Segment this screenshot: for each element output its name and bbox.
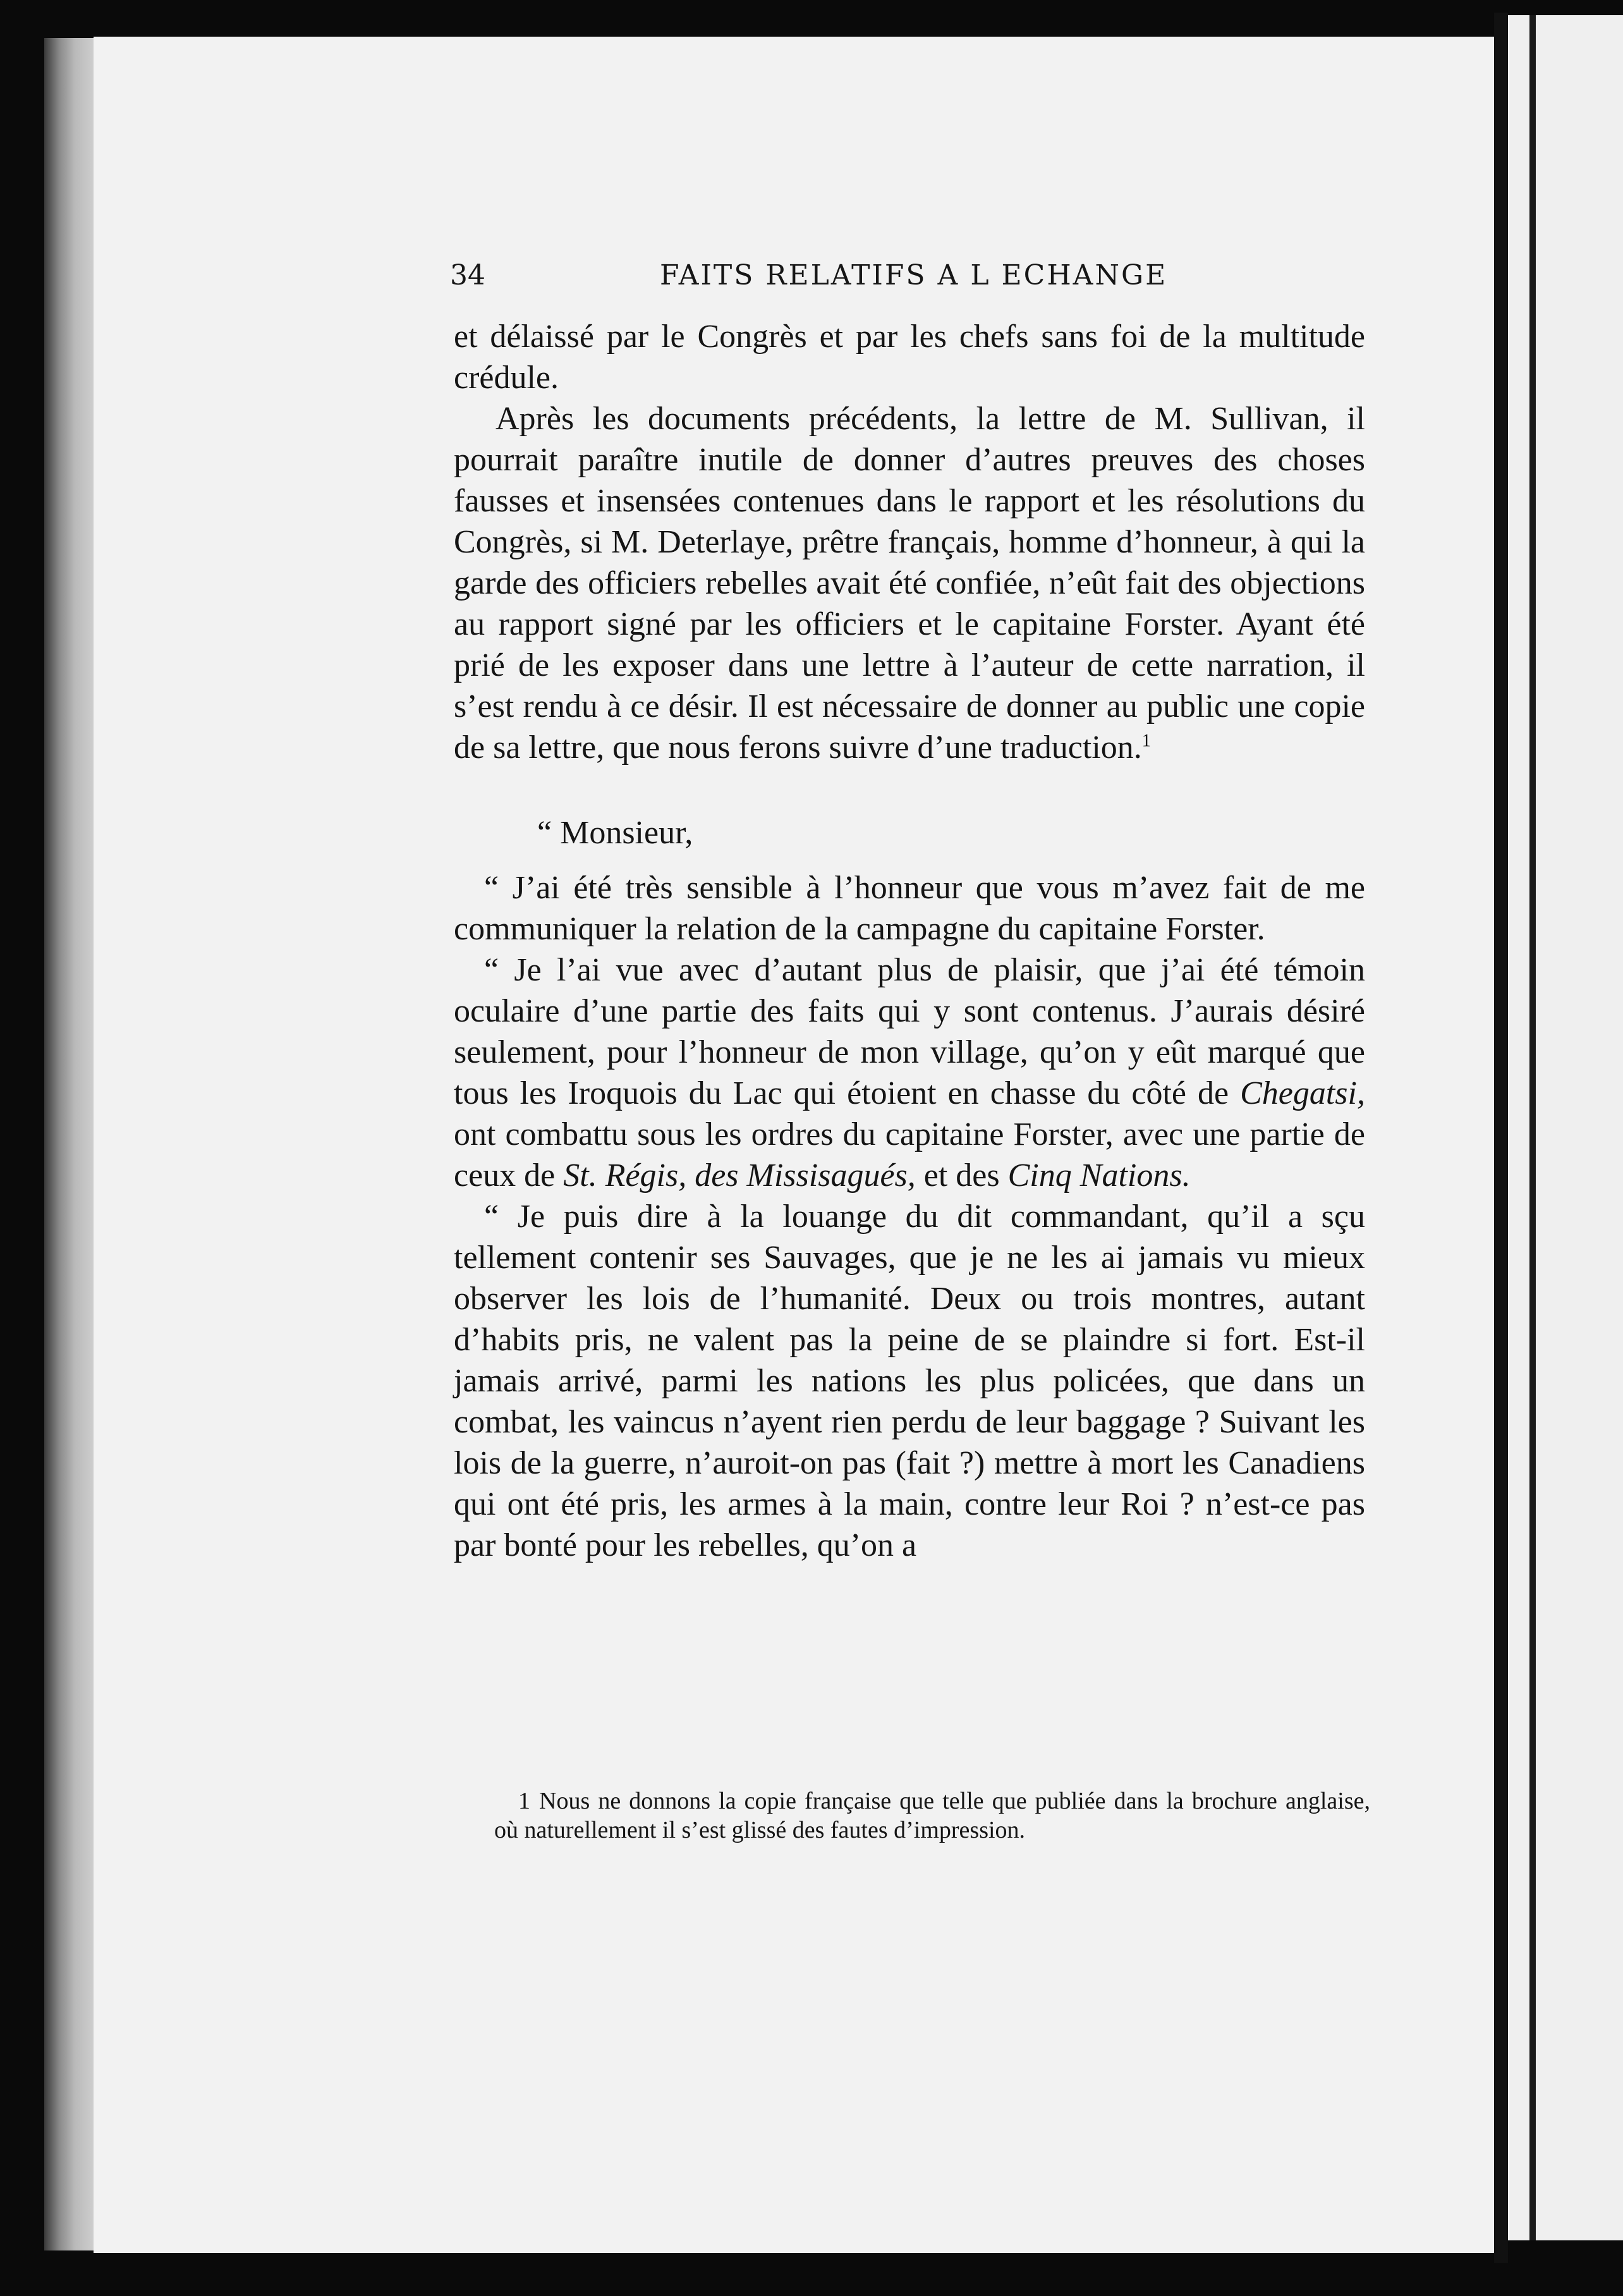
place-name-chegatsi: Chegatsi, [1240,1075,1365,1111]
letter-paragraph-1: “ J’ai été très sensible à l’honneur que vous m’avez fait de me communiquer la relation de la campagne du capitaine Forster. [454,870,1365,947]
running-head: FAITS RELATIFS A L ECHANGE [660,259,1168,291]
letter-paragraph-2-text-a: “ Je l’ai vue avec d’autant plus de plaisir, que j’ai été témoin oculaire d’une partie des faits qui y sont contenus. J’aurais désiré seulement, pour l’honneur de mon village, qu’on y eût marqué que tous les Iroquois du Lac qui étoient en chasse du côté de [454,952,1365,1111]
paragraph-documents-text: Après les documents précédents, la lettre de M. Sullivan, il pourrait paraître inutile de donner d’autres preuves des choses fausses et insensées contenues dans le rapport et les résolutions du Congrès, si M. Deterlaye, prêtre français, homme d’honneur, à qui la garde des officiers rebelles avait été confiée, n’eût fait des objections au rapport signé par les officiers et le capitaine Forster. Ayant été prié de les exposer dans une lettre à l’auteur de cette narration, il s’est rendu à ce désir. Il est nécessaire de donner au public une copie de sa lettre, que nous ferons suivre d’une traduction. [454,401,1365,766]
page-gutter-edge [44,38,95,2250]
footnote [494,1786,1370,1845]
adjacent-page-rule [1529,15,1536,2240]
paragraph-continuation: et délaissé par le Congrès et par les chefs sans foi de la multitude crédule. [454,319,1365,396]
body-text [454,316,1365,1566]
letter-paragraph-2 [454,950,1365,1196]
page-number: 34 [450,259,485,291]
letter-paragraph-3: “ Je puis dire à la louange du dit commandant, qu’il a sçu tellement contenir ses Sauvages, que je ne les ai jamais vu mieux observer les lois de l’humanité. Deux ou trois montres, autant d’habits pris, ne valent pas la peine de se plaindre si fort. Est-il jamais arrivé, parmi les nations les plus policées, que dans un combat, les vaincus n’ayent rien perdu de leur baggage ? Suivant les lois de la guerre, n’auroit-on pas (fait ?) mettre à mort les Canadiens qui ont été pris, les armes à la main, contre leur Roi ? n’est-ce pas par bonté pour les rebelles, qu’on a [454,1199,1365,1563]
letter-paragraph-2-text-b: ont combattu sous les ordres du capitaine Forster, avec une partie de ceux de [454,1116,1365,1194]
letter-paragraph-2-text-c: et des [915,1157,1008,1194]
adjacent-page-sliver [1508,15,1623,2240]
place-name-cinq-nations: Cinq Nations. [1007,1157,1191,1194]
footnote-number: 1 [518,1788,530,1814]
page-header [450,259,1373,303]
paragraph-documents [454,398,1365,768]
place-name-st-regis: St. Régis, des Missisagués, [563,1157,916,1194]
footnote-reference: 1 [1141,731,1151,751]
page-border-rule [1494,13,1508,2263]
letter-salutation: “ Monsieur, [537,815,693,851]
footnote-text: Nous ne donnons la copie française que telle que publiée dans la brochure anglaise, où naturellement il s’est glissé des fautes d’impression. [494,1788,1370,1843]
